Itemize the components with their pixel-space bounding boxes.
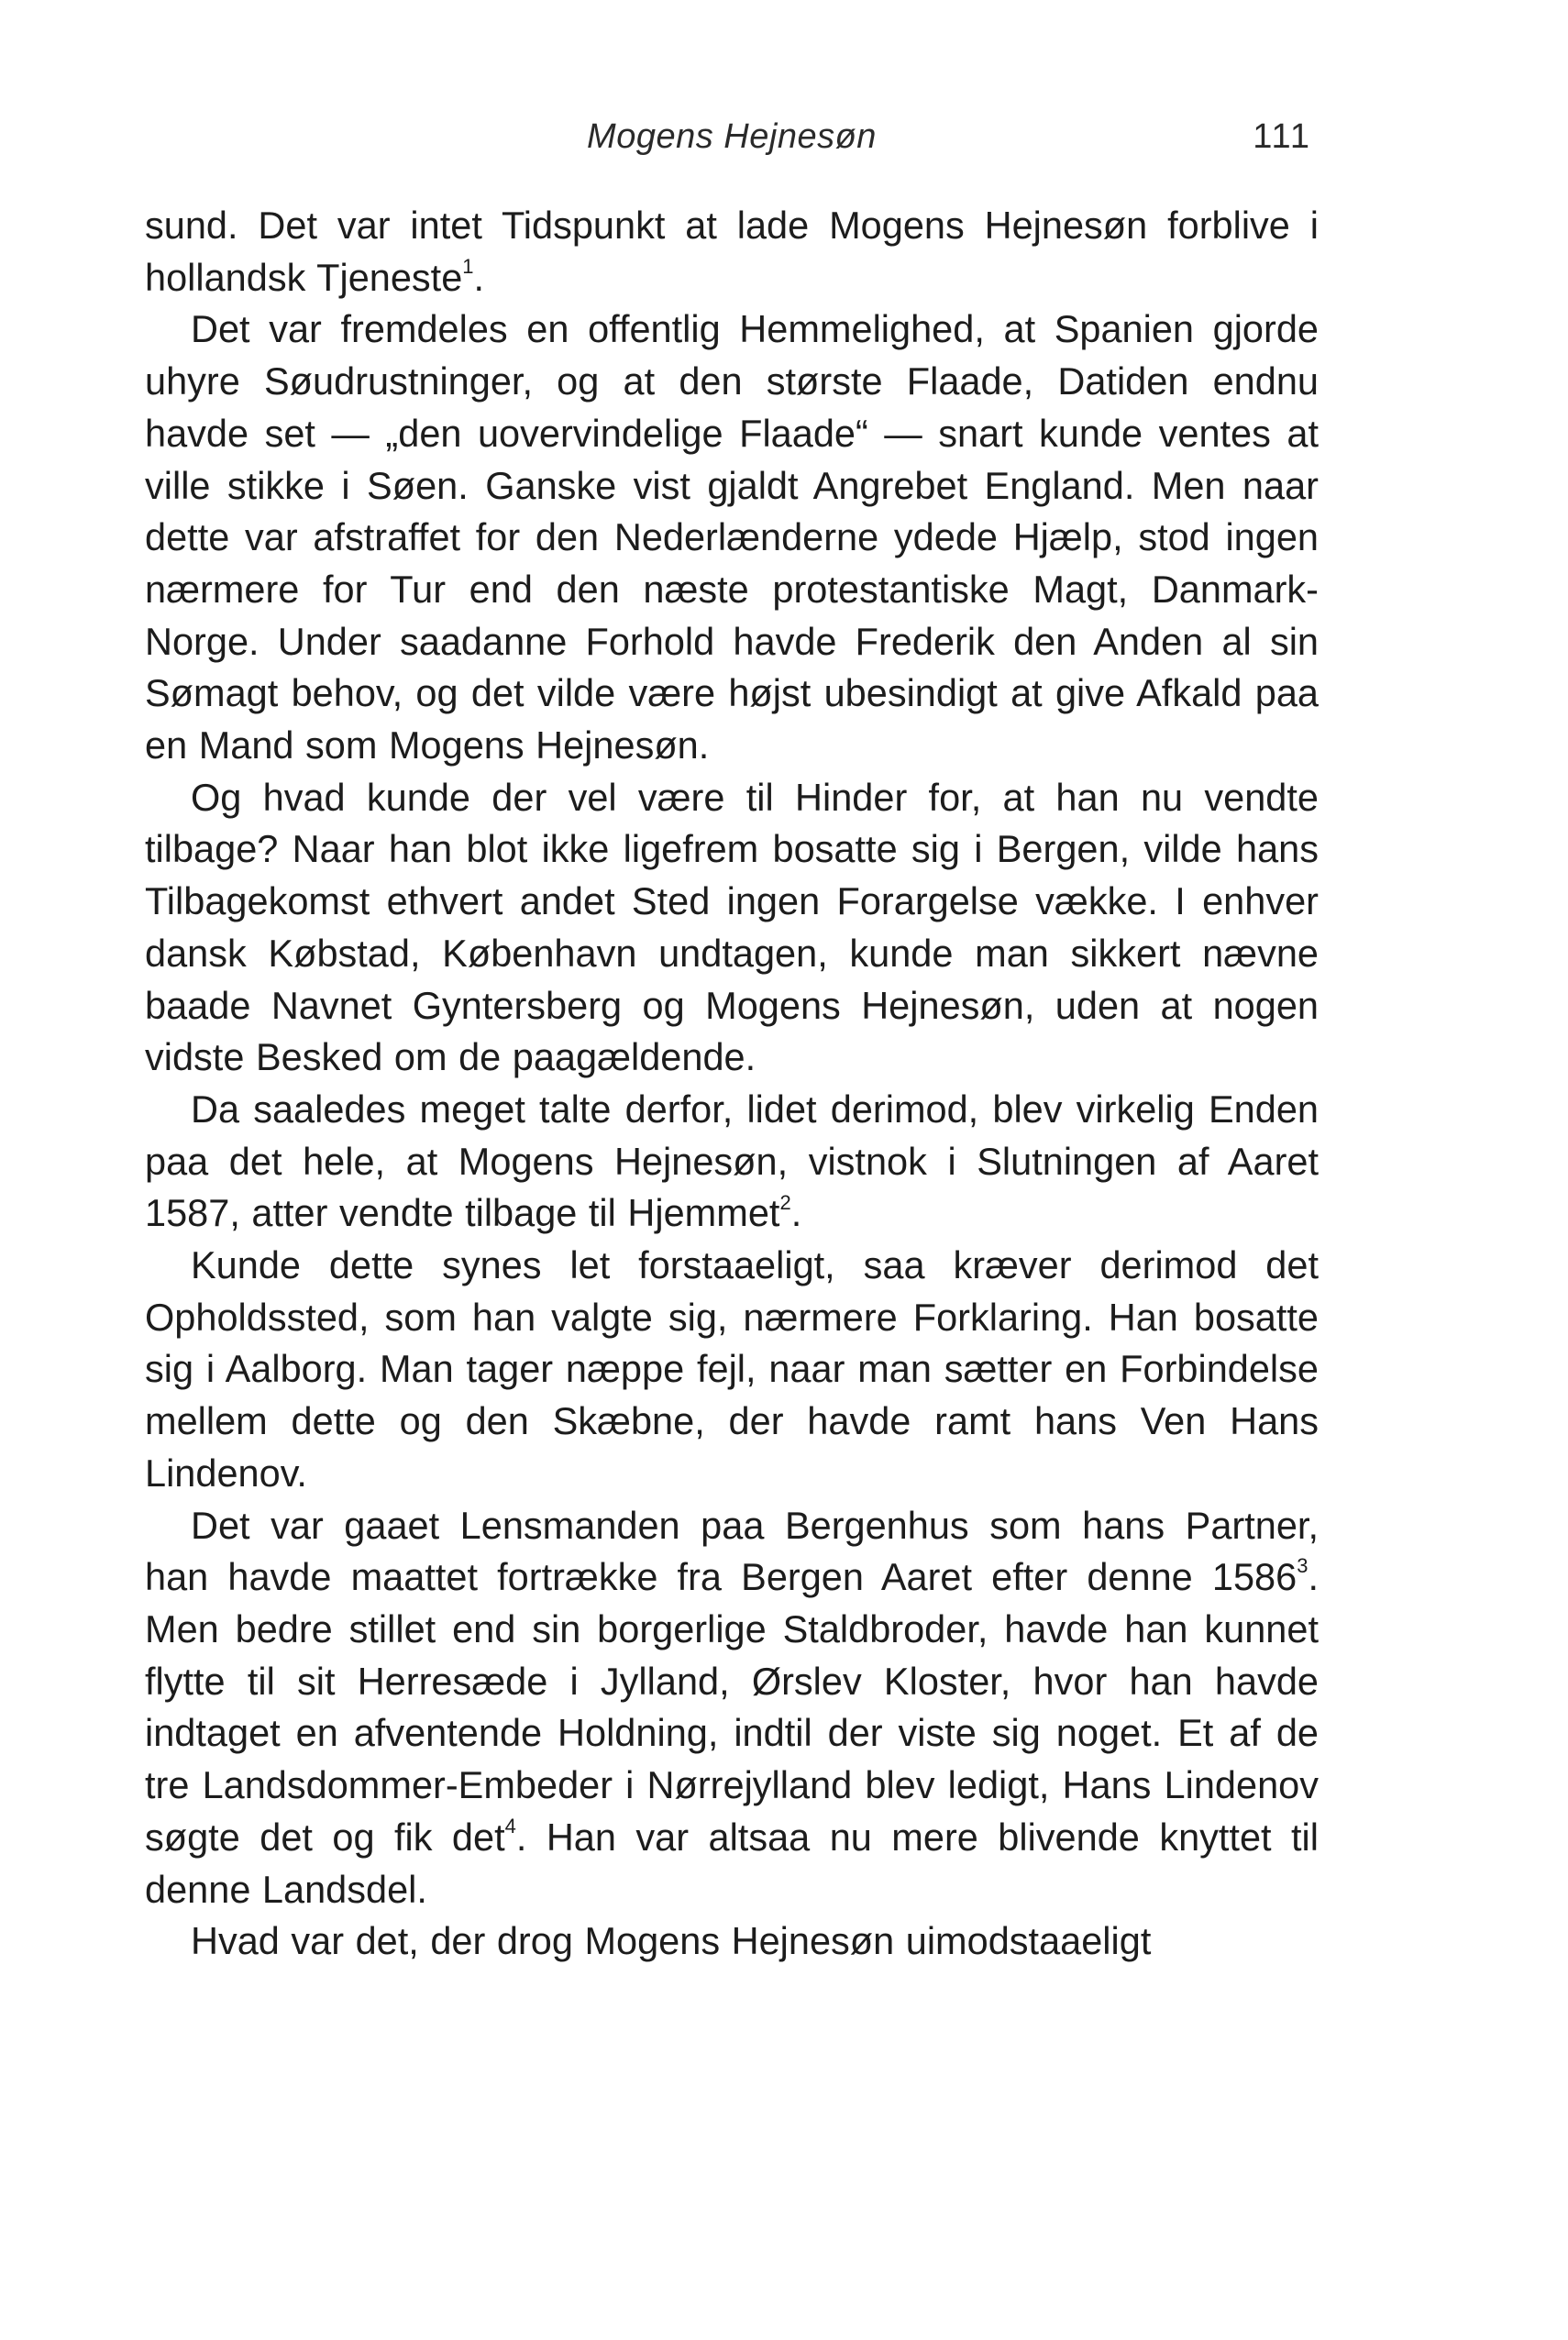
page-number: 111 [1253,117,1311,156]
paragraph-3 [145,772,1319,1084]
paragraph-text: Og hvad kunde der vel være til Hinder for, at han nu vendte tilbage? Naar han blot ikke ligefrem bosatte sig i Bergen, vilde hans Tilbagekomst ethvert andet Sted ingen Forargelse vække. I enhver dansk Købstad, København undtagen, kunde man sikkert nævne baade Navnet Gyntersberg og Mogens Hejnesøn, uden at nogen vidste Besked om de paagældende. [145,775,1319,1079]
paragraph-text: Da saaledes meget talte derfor, lidet derimod, blev virkelig Enden paa det hele, at Mogens Hejnesøn, vistnok i Slutningen af Aaret 1587, atter vendte tilbage til Hjemmet [145,1087,1319,1235]
paragraph-text: sund. Det var intet Tidspunkt at lade Mogens Hejnesøn forblive i hollandsk Tjeneste [145,204,1319,299]
body-text [145,200,1319,1968]
paragraph-7 [145,1915,1319,1968]
paragraph-text: Kunde dette synes let forstaaeligt, saa kræver derimod det Opholdssted, som han valgte sig, nærmere Forklaring. Han bosatte sig i Aalborg. Man tager næppe fejl, naar man sætter en Forbindelse mellem dette og den Skæbne, der havde ramt hans Ven Hans Lindenov. [145,1243,1319,1495]
footnote-ref-3: 3 [1297,1554,1309,1578]
paragraph-6 [145,1500,1319,1916]
running-title: Mogens Hejnesøn [587,117,877,156]
footnote-ref-2: 2 [779,1190,791,1214]
footnote-ref-1: 1 [462,254,474,278]
paragraph-4 [145,1084,1319,1240]
paragraph-text-mid: . Men bedre stillet end sin borgerlige Staldbroder, havde han kunnet flytte til sit Herresæde i Jylland, Ørslev Kloster, hvor han havde indtaget en afventende Holdning, indtil der viste sig noget. Et af de tre Landsdommer-Embeder i Nørrejylland blev ledigt, Hans Lindenov søgte det og fik det [145,1555,1319,1859]
paragraph-text-end: . [790,1191,802,1235]
paragraph-text: Hvad var det, der drog Mogens Hejnesøn uimodstaaeligt [191,1919,1152,1963]
paragraph-text: Det var gaaet Lensmanden paa Bergenhus som hans Partner, han havde maattet fortrække fra Bergen Aaret efter denne 1586 [145,1503,1319,1599]
paragraph-text: Det var fremdeles en offentlig Hemmelighed, at Spanien gjorde uhyre Søudrustninger, og at den største Flaade, Datiden endnu havde set — „den uovervindelige Flaade“ — snart kunde ventes at ville stikke i Søen. Ganske vist gjaldt Angrebet England. Men naar dette var afstraffet for den Nederlænderne ydede Hjælp, stod ingen nærmere for Tur end den næste protestantiske Magt, Danmark-Norge. Under saadanne Forhold havde Frederik den Anden al sin Sømagt behov, og det vilde være højst ubesindigt at give Afkald paa en Mand som Mogens Hejnesøn. [145,307,1319,767]
footnote-ref-4: 4 [504,1814,516,1838]
running-head [145,117,1319,163]
paragraph-1 [145,200,1319,304]
paragraph-5 [145,1240,1319,1500]
paragraph-2 [145,304,1319,771]
paragraph-text-end: . Han var altsaa nu mere blivende knyttet til denne Landsdel. [145,1815,1319,1911]
paragraph-text-end: . [473,255,485,299]
